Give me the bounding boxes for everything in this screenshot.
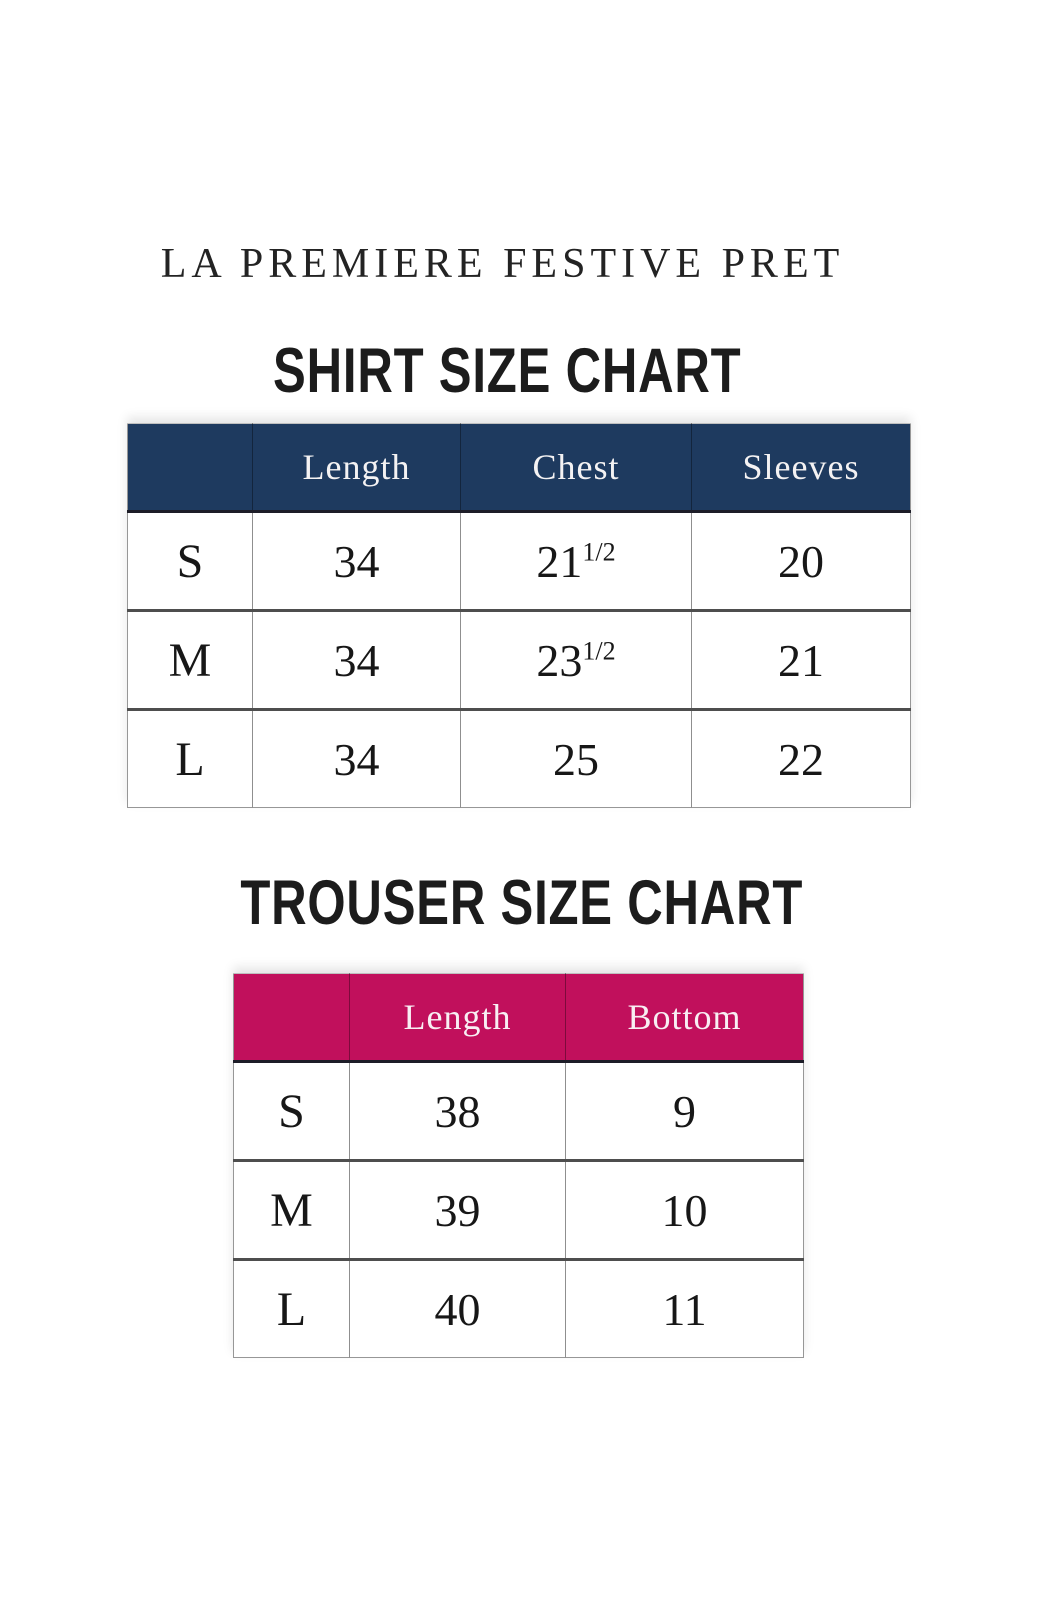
measurement-value: 39 — [350, 1161, 566, 1260]
size-row-s — [234, 1062, 804, 1161]
size-row-m — [234, 1161, 804, 1260]
header-row — [128, 424, 911, 512]
column-header-sleeves: Sleeves — [692, 424, 911, 512]
measurement-value: $23^{1/2}$ — [461, 611, 692, 710]
column-header-length: Length — [253, 424, 461, 512]
column-header-bottom: Bottom — [566, 974, 804, 1062]
measurement-value: 34 — [253, 710, 461, 808]
column-header-blank — [128, 424, 253, 512]
column-header-chest: Chest — [461, 424, 692, 512]
size-label: M — [234, 1161, 350, 1260]
size-row-l — [128, 710, 911, 808]
measurement-value: 22 — [692, 710, 911, 808]
measurement-value: 34 — [253, 512, 461, 611]
trouser-chart-heading — [0, 868, 1043, 938]
measurement-value: 34 — [253, 611, 461, 710]
measurement-value: $21^{1/2}$ — [461, 512, 692, 611]
fraction-superscript: 1/2 — [582, 537, 616, 567]
measurement-value: 9 — [566, 1062, 804, 1161]
measurement-value: 11 — [566, 1260, 804, 1358]
fraction-superscript: 1/2 — [582, 636, 616, 666]
size-row-l — [234, 1260, 804, 1358]
measurement-value: 21 — [692, 611, 911, 710]
size-label: L — [128, 710, 253, 808]
column-header-length: Length — [350, 974, 566, 1062]
size-label: M — [128, 611, 253, 710]
measurement-value: 25 — [461, 710, 692, 808]
column-header-blank — [234, 974, 350, 1062]
size-label: S — [234, 1062, 350, 1161]
size-row-s — [128, 512, 911, 611]
trouser-size-table — [233, 973, 804, 1358]
size-row-m — [128, 611, 911, 710]
measurement-value: 38 — [350, 1062, 566, 1161]
measurement-value: 40 — [350, 1260, 566, 1358]
header-row — [234, 974, 804, 1062]
measurement-value: 10 — [566, 1161, 804, 1260]
brand-title: LA PREMIERE FESTIVE PRET — [160, 241, 845, 287]
size-label: L — [234, 1260, 350, 1358]
size-label: S — [128, 512, 253, 611]
shirt-chart-heading — [0, 336, 1015, 406]
trouser-chart-heading-text: TROUSER SIZE CHART — [240, 868, 803, 938]
measurement-value: 20 — [692, 512, 911, 611]
shirt-size-table — [127, 423, 911, 808]
shirt-chart-heading-text: SHIRT SIZE CHART — [273, 336, 742, 406]
